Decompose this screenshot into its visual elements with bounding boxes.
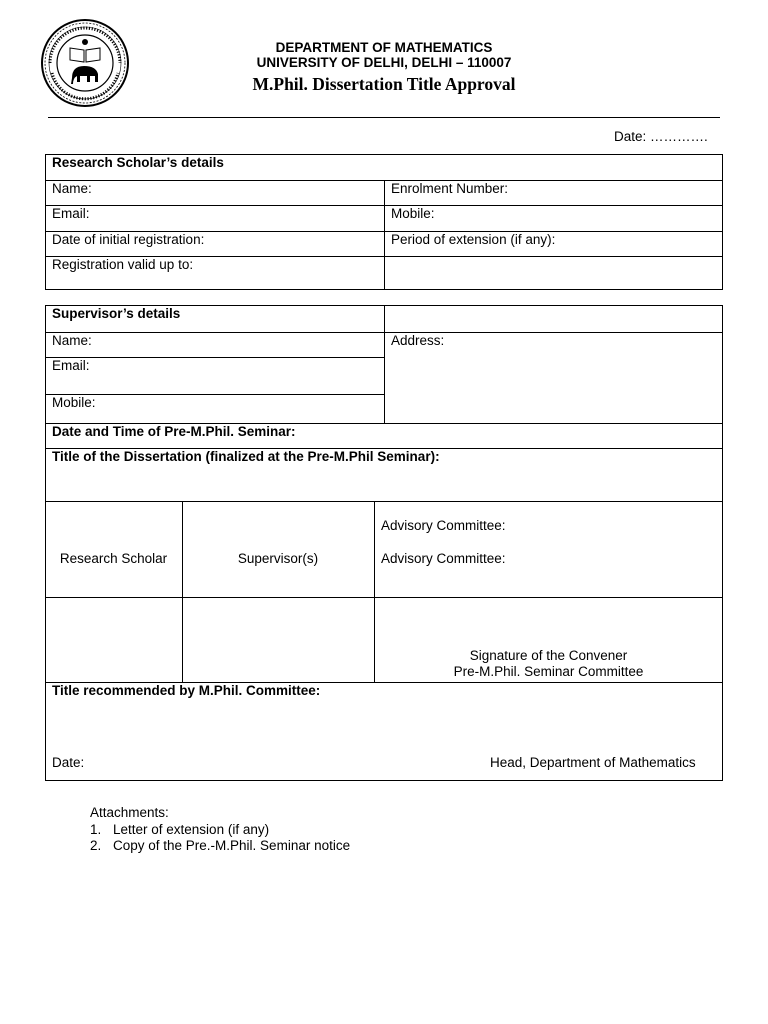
supervisor-address-field[interactable]: Address: [391, 333, 445, 348]
scholar-enrolment-field[interactable]: Enrolment Number: [391, 181, 509, 196]
university-address: UNIVERSITY OF DELHI, DELHI – 110007 [256, 55, 512, 70]
advisory-committee-2: Advisory Committee: [381, 551, 506, 566]
supervisor-details-heading: Supervisor’s details [52, 306, 181, 321]
convener-signature-line2: Pre-M.Phil. Seminar Committee [453, 664, 644, 679]
attachment-number: 1. [90, 822, 102, 837]
scholar-mobile-field[interactable]: Mobile: [391, 206, 435, 221]
research-scholar-label: Research Scholar [59, 551, 168, 566]
seminar-datetime-field[interactable]: Date and Time of Pre-M.Phil. Seminar: [52, 424, 296, 439]
department-name: DEPARTMENT OF MATHEMATICS [275, 40, 493, 55]
attachment-number: 2. [90, 838, 102, 853]
attachment-text: Letter of extension (if any) [113, 822, 270, 837]
attachments-heading: Attachments: [90, 805, 169, 820]
supervisor-signature-box[interactable] [183, 598, 374, 682]
recommended-title-heading[interactable]: Title recommended by M.Phil. Committee: [52, 683, 321, 698]
attachment-item [90, 838, 351, 854]
supervisors-label: Supervisor(s) [237, 551, 319, 566]
header-rule [48, 117, 720, 118]
attachment-item [90, 822, 270, 838]
supervisor-mobile-field[interactable]: Mobile: [52, 395, 96, 410]
initial-registration-field[interactable]: Date of initial registration: [52, 232, 205, 247]
dissertation-title-field[interactable]: Title of the Dissertation (finalized at the Pre-M.Phil Seminar): [52, 449, 440, 464]
form-title: M.Phil. Dissertation Title Approval [252, 74, 516, 94]
advisory-committee-1: Advisory Committee: [381, 518, 506, 533]
scholar-email-field[interactable]: Email: [52, 206, 90, 221]
head-signature-label: Head, Department of Mathematics [490, 755, 696, 770]
convener-signature-line1: Signature of the Convener [469, 648, 628, 663]
supervisor-email-field[interactable]: Email: [52, 358, 90, 373]
supervisor-name-field[interactable]: Name: [52, 333, 92, 348]
top-date-field[interactable]: Date: …………. [614, 129, 708, 144]
scholar-details-heading: Research Scholar’s details [52, 155, 224, 170]
scholar-signature-box[interactable] [46, 598, 182, 682]
registration-valid-field[interactable]: Registration valid up to: [52, 257, 194, 272]
extension-period-field[interactable]: Period of extension (if any): [391, 232, 556, 247]
recommendation-date-field[interactable]: Date: [52, 755, 85, 770]
scholar-name-field[interactable]: Name: [52, 181, 92, 196]
attachment-text: Copy of the Pre.-M.Phil. Seminar notice [113, 838, 351, 853]
